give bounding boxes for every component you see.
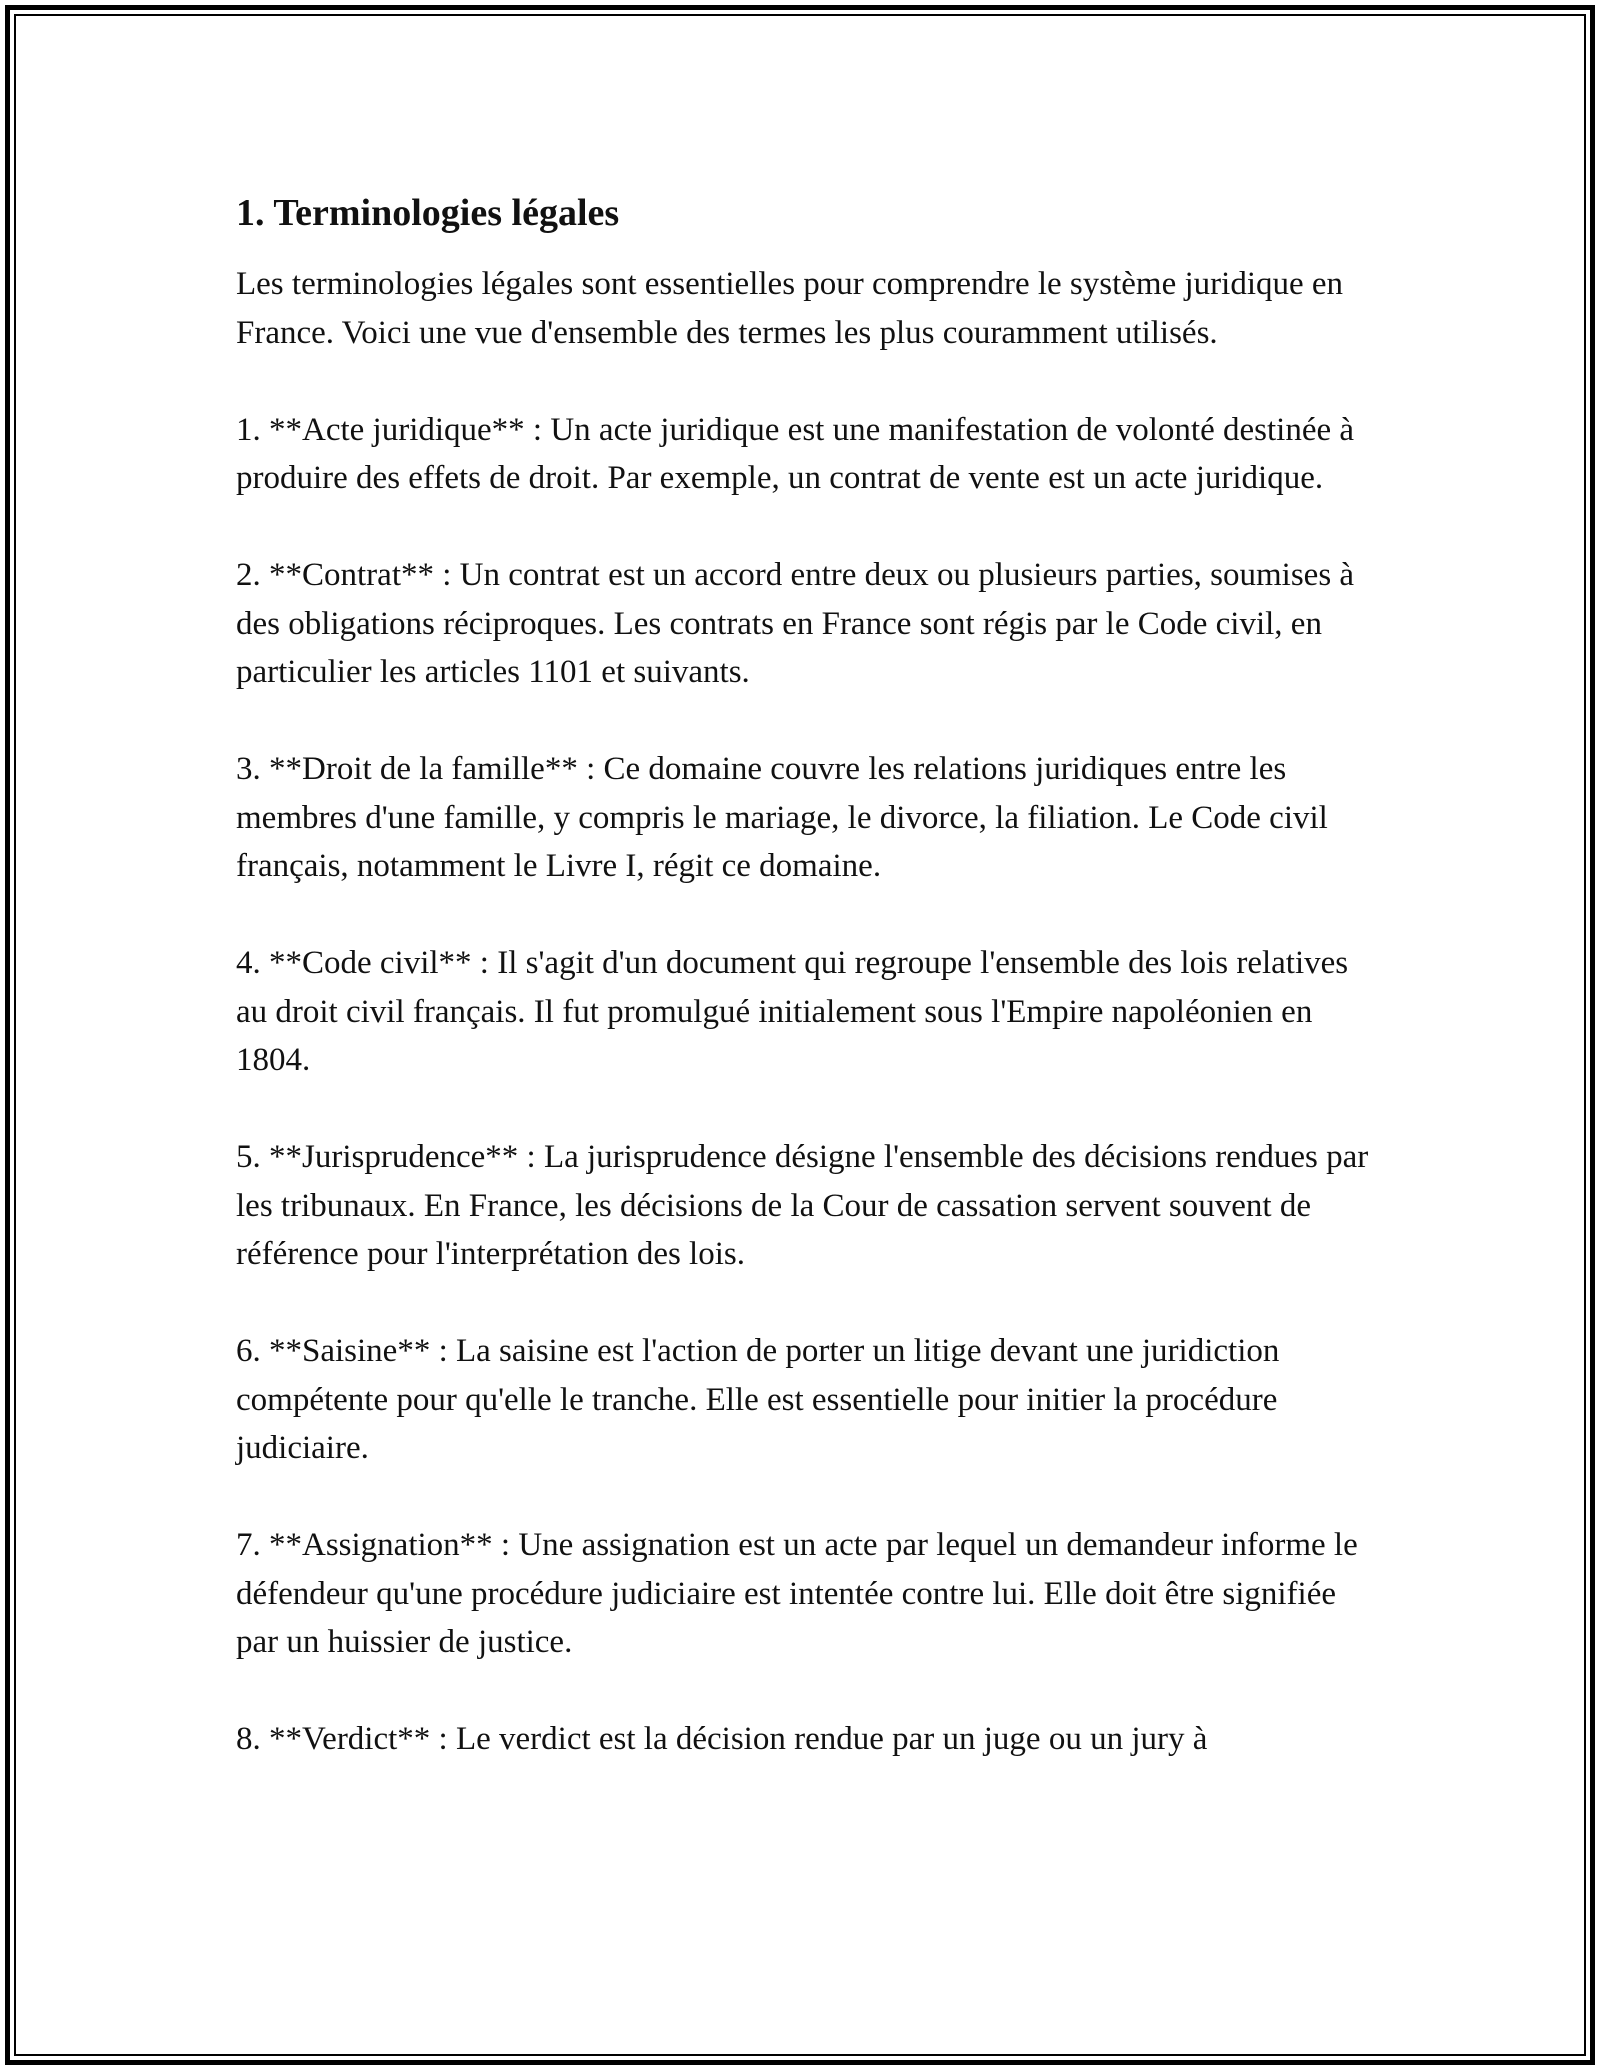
intro-paragraph: Les terminologies légales sont essentielles pour comprendre le système juridique en France. Voici une vue d'ensemble des termes les plus couramment utilisés. <box>236 266 1344 351</box>
term-verdict: 8. **Verdict** : Le verdict est la décision rendue par un juge ou un jury à <box>236 1721 1208 1757</box>
section-title: 1. Terminologies légales <box>236 192 620 234</box>
term-assignation: 7. **Assignation** : Une assignation est un acte par lequel un demandeur informe le défendeur qu'une procédure judiciaire est intentée contre lui. Elle doit être signifiée par un huissier de justice. <box>236 1527 1358 1660</box>
term-droit-de-la-famille: 3. **Droit de la famille** : Ce domaine couvre les relations juridiques entre les membres d'une famille, y compris le mariage, le divorce, la filiation. Le Code civil français, notamment le Livre I, régit ce domaine. <box>236 751 1328 884</box>
term-acte-juridique: 1. **Acte juridique** : Un acte juridique est une manifestation de volonté destinée à produire des effets de droit. Par exemple, un contrat de vente est un acte juridique. <box>236 411 1355 496</box>
term-contrat: 2. **Contrat** : Un contrat est un accord entre deux ou plusieurs parties, soumises à des obligations réciproques. Les contrats en France sont régis par le Code civil, en particulier les articles 1101 et suivants. <box>236 557 1355 690</box>
term-jurisprudence: 5. **Jurisprudence** : La jurisprudence désigne l'ensemble des décisions rendues par les tribunaux. En France, les décisions de la Cour de cassation servent souvent de référence pour l'interprétation des lois. <box>236 1139 1369 1272</box>
document-body <box>236 182 1376 1812</box>
term-saisine: 6. **Saisine** : La saisine est l'action de porter un litige devant une juridiction compétente pour qu'elle le tranche. Elle est essentielle pour initier la procédure judiciaire. <box>236 1333 1280 1466</box>
term-code-civil: 4. **Code civil** : Il s'agit d'un document qui regroupe l'ensemble des lois relatives au droit civil français. Il fut promulgué initialement sous l'Empire napoléonien en 1804. <box>236 945 1349 1078</box>
